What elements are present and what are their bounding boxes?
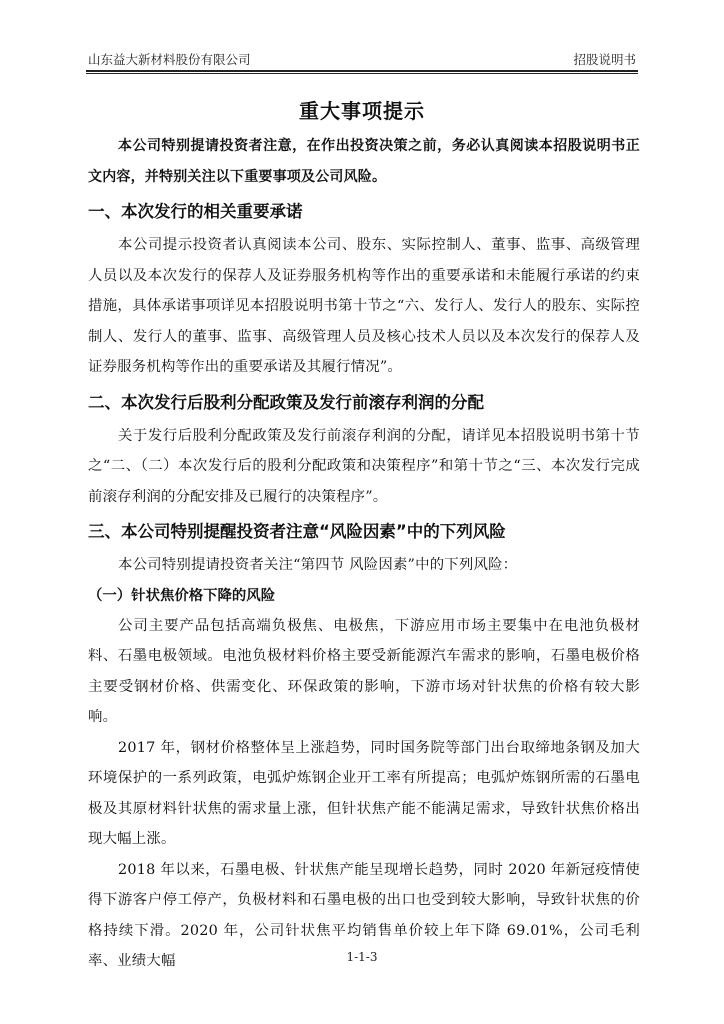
header-rule [86,70,638,72]
section-paragraph: 本公司特别提请投资者关注“第四节 风险因素”中的下列风险： [118,557,518,573]
subsection-paragraph: 2017 年，钢材价格整体呈上涨趋势，同时国务院等部门出台取缔地条钢及加大环境保护的一系列政策，电弧炉炼钢企业开工率有所提高；电弧炉炼钢所需的石墨电极及其原材料针状焦的需求量上涨，但针状焦产能不能满足需求，导致针状焦价格出现大幅上涨。 [88,739,640,847]
page-header [88,50,636,68]
header-doc-type: 招股说明书 [573,52,636,67]
section-heading: 一、本次发行的相关重要承诺 [88,202,303,221]
section-paragraph: 关于发行后股利分配政策及发行前滚存利润的分配，请详见本招股说明书第十节之“二、（二）本次发行后的股利分配政策和决策程序”和第十节之“三、本次发行完成前滚存利润的分配安排及已履行的决策程序”。 [88,427,640,505]
section-heading: 三、本公司特别提醒投资者注意“风险因素”中的下列风险 [88,522,506,541]
section-paragraph: 本公司提示投资者认真阅读本公司、股东、实际控制人、董事、监事、高级管理人员以及本次发行的保荐人及证券服务机构等作出的重要承诺和未能履行承诺的约束措施，具体承诺事项详见本招股说明书第十节之“六、发行人、发行人的股东、实际控制人、发行人的董事、监事、高级管理人员及核心技术人员以及本次发行的保荐人及证券服务机构等作出的重要承诺及其履行情况”。 [88,237,640,375]
document-body [88,131,640,977]
header-company: 山东益大新材料股份有限公司 [88,52,251,67]
intro-paragraph: 本公司特别提请投资者注意，在作出投资决策之前，务必认真阅读本招股说明书正文内容，并特别关注以下重要事项及公司风险。 [88,138,640,185]
subsection-paragraph: 2018 年以来，石墨电极、针状焦产能呈现增长趋势，同时 2020 年新冠疫情使得下游客户停工停产，负极材料和石墨电极的出口也受到较大影响，导致针状焦的价格持续下滑。2020 年，公司针状焦平均销售单价较上年下降 69.01%，公司毛利率、业绩大幅 [88,861,640,969]
subsection-paragraph: 公司主要产品包括高端负极焦、电极焦，下游应用市场主要集中在电池负极材料、石墨电极领域。电池负极材料价格主要受新能源汽车需求的影响，石墨电极价格主要受钢材价格、供需变化、环保政策的影响，下游市场对针状焦的价格有较大影响。 [88,617,640,725]
page-title: 重大事项提示 [299,99,425,123]
page-number: 1-1-3 [346,950,378,964]
section-heading: 二、本次发行后股利分配政策及发行前滚存利润的分配 [88,392,484,412]
header-rule-thin [86,73,638,74]
subsection-heading: （一）针状焦价格下降的风险 [88,587,276,604]
